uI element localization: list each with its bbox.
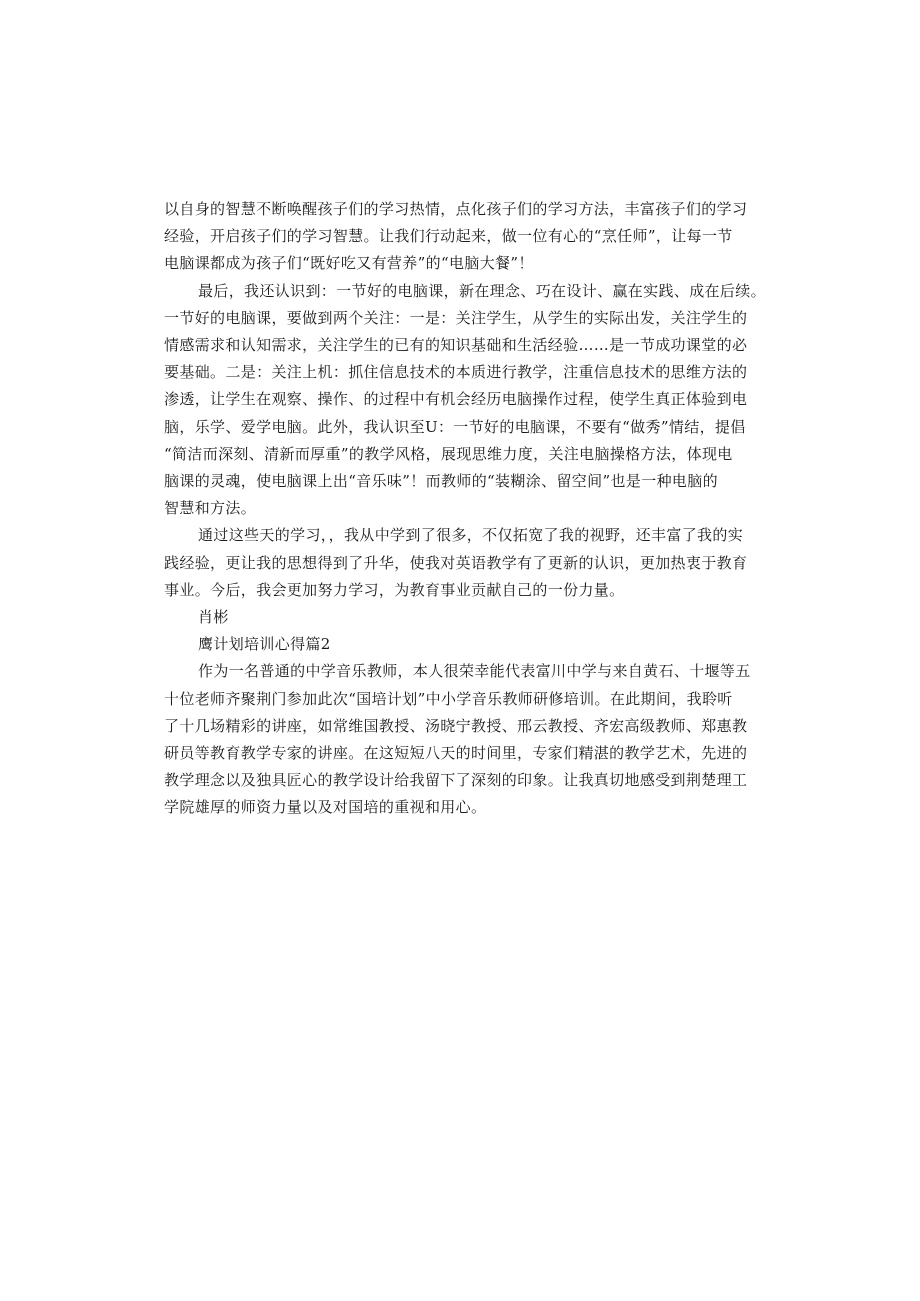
text-line: 电脑课都成为孩子们“既好吃又有营养”的“电脑大餐”！ [164, 254, 534, 273]
text-line: 学院雄厚的师资力量以及对国培的重视和用心。 [164, 798, 487, 817]
text-line: 教学理念以及独具匠心的教学设计给我留下了深刻的印象。让我真切地感受到荆楚理工 [164, 771, 748, 790]
paragraph-4 [164, 658, 764, 821]
text-line: 智慧和方法。 [164, 499, 257, 518]
text-line: 脑课的灵魂，使电脑课上出“音乐味”！而教师的“装糊涂、留空间”也是一种电脑的 [164, 472, 718, 491]
text-line: 渗透，让学生在观察、操作、的过程中有机会经历电脑操作过程，使学生真正体验到电 [164, 390, 748, 409]
text-line: 研员等教育教学专家的讲座。在这短短八天的时间里，专家们精湛的教学艺术，先进的 [164, 744, 748, 763]
text-line: 了十几场精彩的讲座，如常维国教授、汤晓宁教授、邢云教授、齐宏高级教师、郑惠教 [164, 716, 748, 735]
text-line: 经验，开启孩子们的学习智慧。让我们行动起来，做一位有心的“烹任师”，让每一节 [164, 227, 733, 246]
text-line: 以自身的智慧不断唤醒孩子们的学习热情，点化孩子们的学习方法，丰富孩子们的学习 [164, 200, 748, 218]
text-line: 脑，乐学、爱学电脑。此外，我认识至U：一节好的电脑课，不要有“做秀”情结，提倡 [164, 417, 746, 436]
text-line: 践经验，更让我的思想得到了升华，使我对英语教学有了更新的认识，更加热衷于教育 [164, 553, 748, 572]
text-line: “简洁而深刻、清新而厚重”的教学风格，展现思维力度，关注电脑操格方法，体现电 [164, 444, 733, 463]
text-line: 一节好的电脑课，要做到两个关注：一是：关注学生，从学生的实际出发，关注学生的 [164, 308, 748, 327]
paragraph-3 [164, 522, 764, 604]
text-line: 事业。今后，我会更加努力学习，为教育事业贡献自己的一份力量。 [164, 580, 625, 599]
text-line: 情感需求和认知需求，关注学生的已有的知识基础和生活经验……是一节成功课堂的必 [164, 336, 748, 355]
text-line: 要基础。二是：关注上机：抓住信息技术的本质进行教学，注重信息技术的思维方法的 [164, 363, 748, 382]
document-body [164, 196, 764, 822]
author-name: 肖彬 [198, 608, 229, 627]
paragraph-1 [164, 196, 764, 278]
text-line: 通过这些天的学习，，我从中学到了很多，不仅拓宽了我的视野，还丰富了我的实 [198, 526, 744, 545]
section-title: 鹰计划培训心得篇2 [198, 635, 331, 654]
paragraph-2 [164, 278, 764, 523]
text-line: 作为一名普通的中学音乐教师，本人很荣幸能代表富川中学与来自黄石、十堰等五 [198, 662, 751, 681]
text-line: 十位老师齐聚荆门参加此次“国培计划”中小学音乐教师研修培训。在此期间，我聆听 [164, 689, 733, 708]
text-line: 最后，我还认识到：一节好的电脑课，新在理念、巧在设计、赢在实践、成在后续。 [198, 281, 766, 300]
